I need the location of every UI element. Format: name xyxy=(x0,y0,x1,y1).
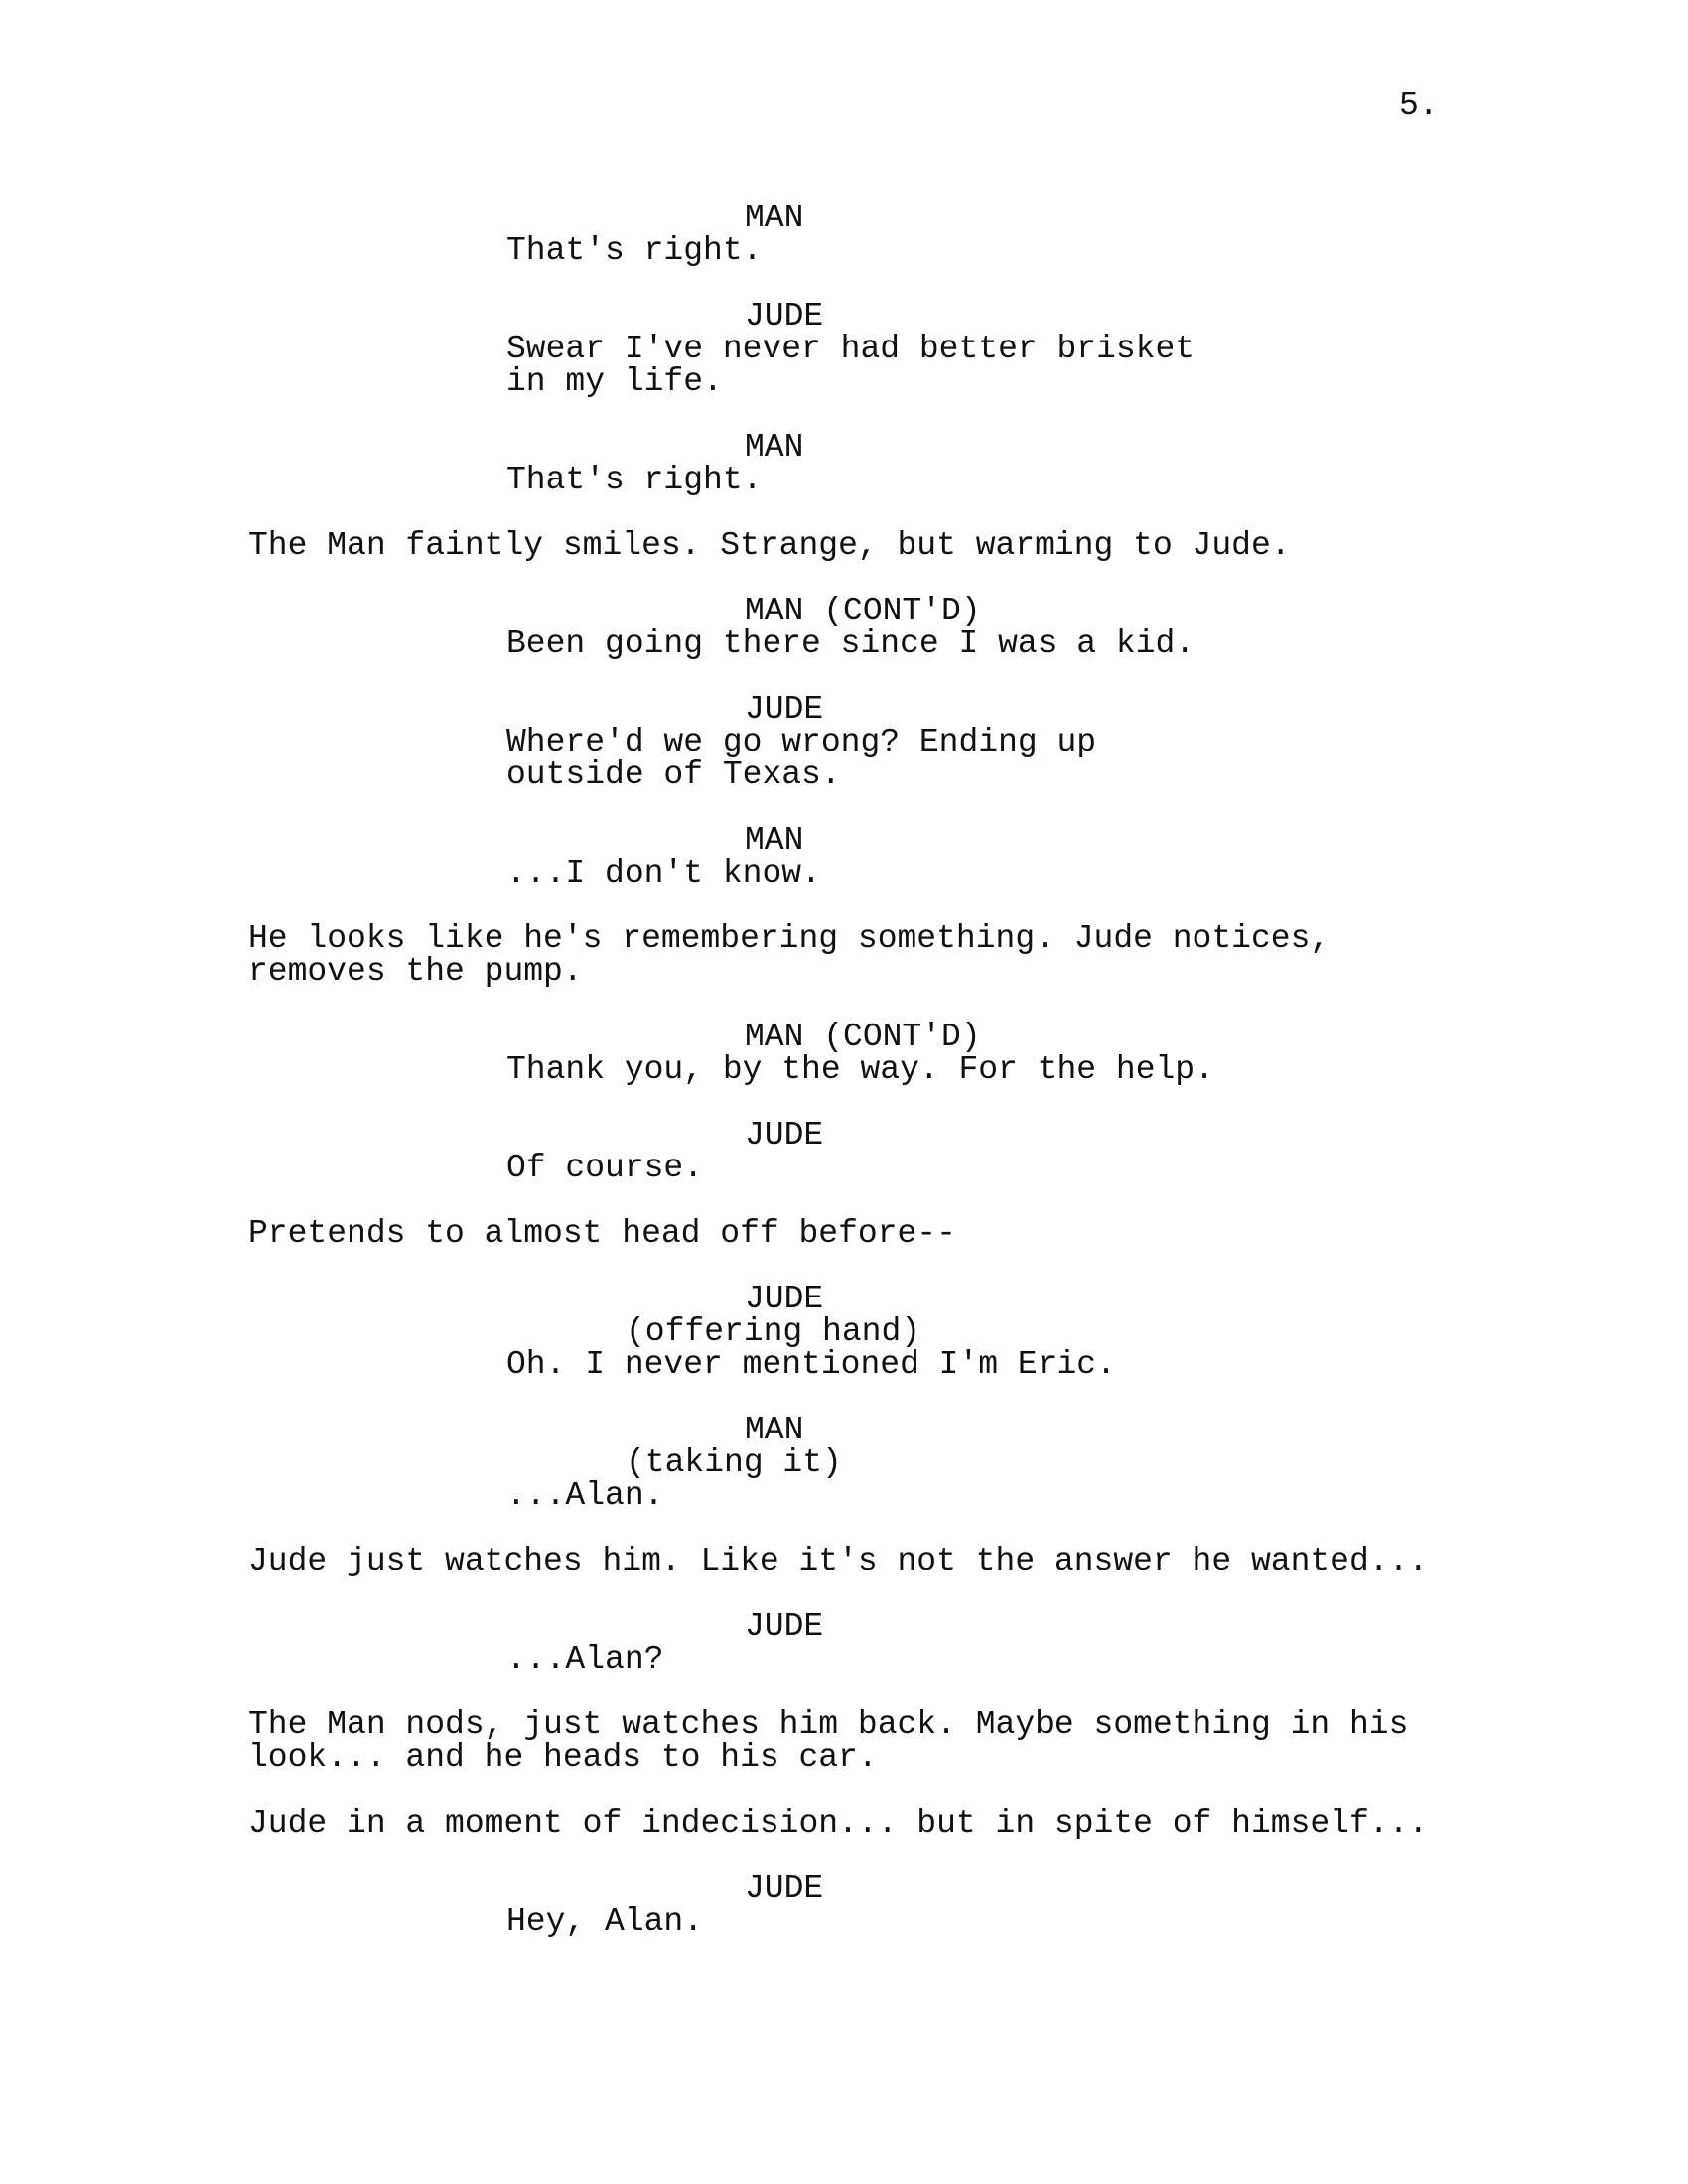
dialogue-line: Been going there since I was a kid. xyxy=(506,625,1196,662)
dialogue-line: Of course. xyxy=(506,1150,704,1186)
script-character xyxy=(745,202,803,234)
dialogue-line: in my life. xyxy=(506,363,723,400)
script-action xyxy=(248,1545,1428,1577)
script-dialogue xyxy=(506,857,821,889)
character-line: JUDE xyxy=(745,298,824,335)
character-line: MAN xyxy=(745,822,804,859)
script-character xyxy=(745,1610,823,1643)
action-line: Jude just watches him. Like it's not the answer he wanted... xyxy=(248,1543,1429,1579)
script-parenthetical xyxy=(626,1446,842,1479)
script-action xyxy=(248,529,1291,562)
dialogue-line: Swear I've never had better brisket xyxy=(506,331,1196,367)
character-line: JUDE xyxy=(745,1117,824,1154)
script-character xyxy=(745,431,803,464)
dialogue-line: That's right. xyxy=(506,232,763,269)
script-dialogue xyxy=(506,1479,663,1512)
action-line: The Man faintly smiles. Strange, but warming to Jude. xyxy=(248,527,1291,564)
script-character xyxy=(745,300,823,333)
action-line: look... and he heads to his car. xyxy=(248,1739,878,1776)
character-line: JUDE xyxy=(745,1608,824,1645)
parenthetical-line: (taking it) xyxy=(626,1444,842,1481)
character-line: JUDE xyxy=(745,691,824,728)
script-dialogue xyxy=(506,1053,1214,1086)
script-dialogue xyxy=(506,464,762,496)
action-line: Pretends to almost head off before-- xyxy=(248,1215,956,1252)
script-dialogue xyxy=(506,234,762,267)
dialogue-line: Where'd we go wrong? Ending up xyxy=(506,724,1097,760)
script-character xyxy=(745,824,803,857)
action-line: He looks like he's remembering something. Jude notices, xyxy=(248,920,1331,957)
script-dialogue xyxy=(506,726,1096,791)
dialogue-line: Thank you, by the way. For the help. xyxy=(506,1051,1214,1088)
action-line: The Man nods, just watches him back. Maybe something in his xyxy=(248,1706,1409,1743)
character-line: MAN xyxy=(745,429,804,466)
script-dialogue xyxy=(506,1905,703,1938)
dialogue-line: ...I don't know. xyxy=(506,855,821,891)
script-character xyxy=(745,1283,823,1315)
action-line: removes the pump. xyxy=(248,953,583,990)
character-line: MAN (CONT'D) xyxy=(745,1019,981,1055)
dialogue-line: outside of Texas. xyxy=(506,756,841,793)
character-line: JUDE xyxy=(745,1870,824,1907)
character-line: JUDE xyxy=(745,1281,824,1317)
character-line: MAN xyxy=(745,1412,804,1448)
script-character xyxy=(745,1414,803,1446)
dialogue-line: Hey, Alan. xyxy=(506,1903,704,1940)
action-line: Jude in a moment of indecision... but in spite of himself... xyxy=(248,1805,1429,1842)
script-dialogue xyxy=(506,1152,703,1184)
script-character xyxy=(745,1119,823,1152)
script-character xyxy=(745,1872,823,1905)
dialogue-line: Oh. I never mentioned I'm Eric. xyxy=(506,1346,1116,1383)
character-line: MAN (CONT'D) xyxy=(745,593,981,629)
script-character xyxy=(745,595,981,627)
dialogue-line: ...Alan? xyxy=(506,1641,664,1678)
script-dialogue xyxy=(506,627,1195,660)
dialogue-line: ...Alan. xyxy=(506,1477,664,1514)
parenthetical-line: (offering hand) xyxy=(626,1313,921,1350)
script-action xyxy=(248,1807,1428,1840)
page-number: 5. xyxy=(1399,87,1439,124)
script-action xyxy=(248,922,1330,988)
script-action xyxy=(248,1217,956,1250)
script-action xyxy=(248,1708,1408,1774)
script-dialogue xyxy=(506,1643,663,1676)
script-character xyxy=(745,693,823,726)
script-dialogue xyxy=(506,1348,1116,1381)
script-dialogue xyxy=(506,333,1195,398)
dialogue-line: That's right. xyxy=(506,462,763,498)
script-parenthetical xyxy=(626,1315,920,1348)
character-line: MAN xyxy=(745,200,804,236)
script-character xyxy=(745,1021,981,1053)
